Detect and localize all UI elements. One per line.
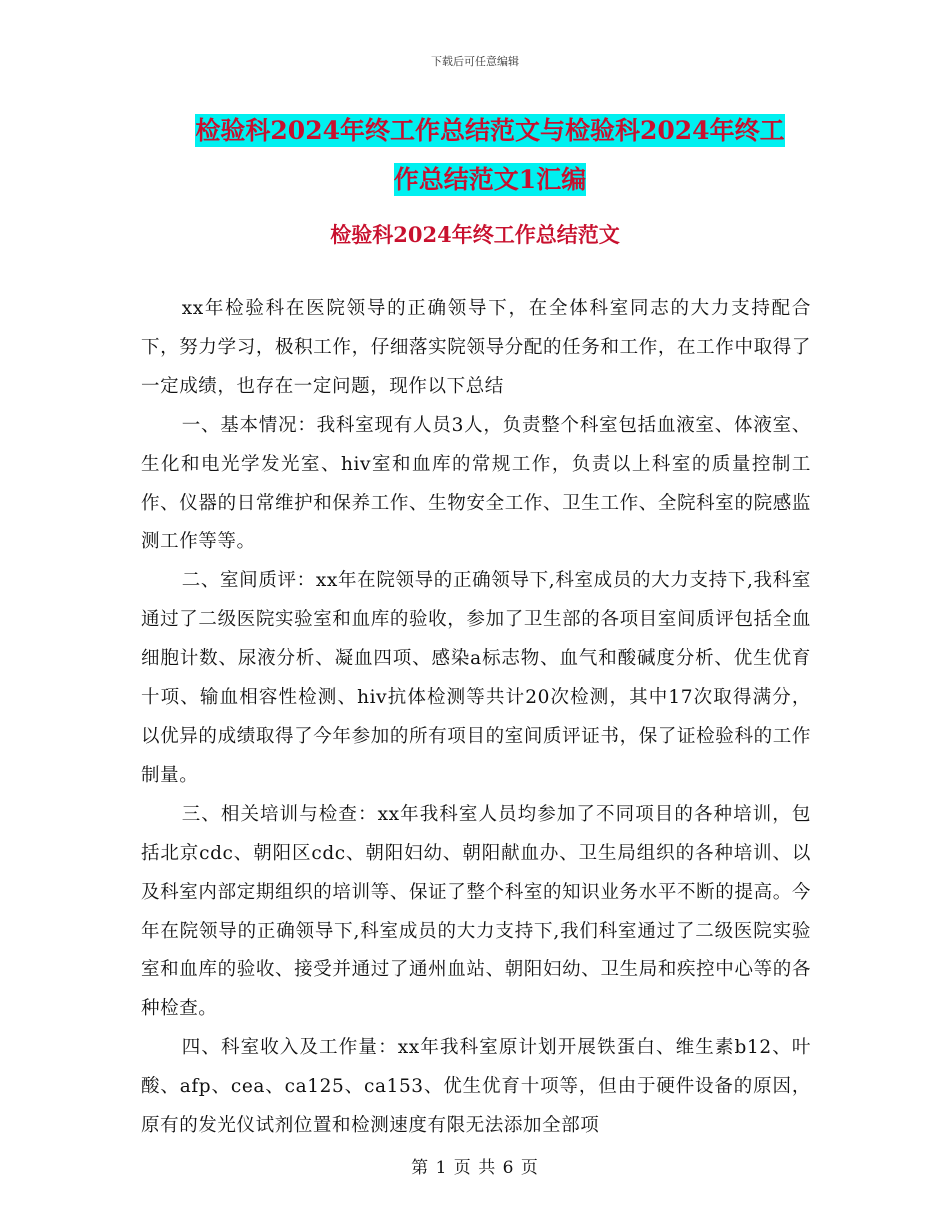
body-text	[141, 290, 811, 1146]
title-line-2: 作总结范文1汇编	[393, 165, 587, 194]
paragraph-training-inspection: 三、相关培训与检查：xx年我科室人员均参加了不同项目的各种培训，包括北京cdc、朝阳区cdc、朝阳妇幼、朝阳献血办、卫生局组织的各种培训、以及科室内部定期组织的培训等、保证了整个科室的知识业务水平不断的提高。今年在院领导的正确领导下,科室成员的大力支持下,我们科室通过了二级医院实验室和血库的验收、接受并通过了通州血站、朝阳妇幼、卫生局和疾控中心等的各种检查。	[141, 803, 811, 1020]
paragraph-quality-assessment: 二、室间质评：xx年在院领导的正确领导下,科室成员的大力支持下,我科室通过了二级医院实验室和血库的验收，参加了卫生部的各项目室间质评包括全血细胞计数、尿液分析、凝血四项、感染a标志物、血气和酸碱度分析、优生优育十项、输血相容性检测、hiv抗体检测等共计20次检测，其中17次取得满分，以优异的成绩取得了今年参加的所有项目的室间质评证书，保了证检验科的工作制量。	[141, 570, 811, 786]
paragraph-income-workload: 四、科室收入及工作量：xx年我科室原计划开展铁蛋白、维生素b12、叶酸、afp、cea、ca125、ca153、优生优育十项等，但由于硬件设备的原因，原有的发光仪试剂位置和检测速度有限无法添加全部项	[141, 1037, 811, 1137]
page-number-footer: 第 1 页 共 6 页	[411, 1158, 539, 1178]
section-title: 检验科2024年终工作总结范文	[330, 222, 620, 247]
title-line-1: 检验科2024年终工作总结范文与检验科2024年终工	[195, 116, 785, 145]
document-title	[140, 106, 840, 204]
paragraph-intro: xx年检验科在医院领导的正确领导下，在全体科室同志的大力支持配合下，努力学习，极积工作，仔细落实院领导分配的任务和工作，在工作中取得了一定成绩，也存在一定问题，现作以下总结	[141, 298, 811, 397]
header-note: 下载后可任意编辑	[431, 55, 519, 68]
paragraph-basic-info: 一、基本情况：我科室现有人员3人，负责整个科室包括血液室、体液室、生化和电光学发光室、hiv室和血库的常规工作，负责以上科室的质量控制工作、仪器的日常维护和保养工作、生物安全工作、卫生工作、全院科室的院感监测工作等等。	[141, 414, 811, 553]
